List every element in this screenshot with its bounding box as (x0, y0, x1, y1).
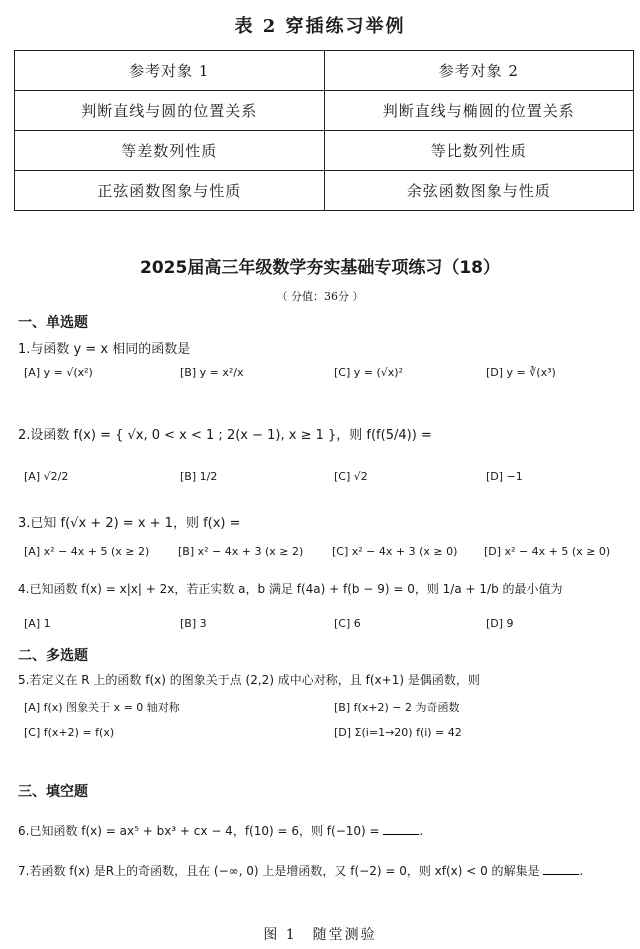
question-4-stem: 4.已知函数 f(x) = x|x| + 2x，若正实数 a，b 满足 f(4a) + f(b − 9) = 0，则 1/a + 1/b 的最小值为 (18, 582, 563, 596)
q1-option-b: [B] y = x²/x (180, 366, 244, 379)
question-5-stem: 5.若定义在 R 上的函数 f(x) 的图象关于点 (2,2) 成中心对称，且 f(x+1) 是偶函数，则 (18, 673, 480, 687)
q3-option-b: [B] x² − 4x + 3 (x ≥ 2) (178, 545, 304, 558)
section-heading-fill-in: 三、填空题 (18, 784, 88, 800)
question-2-stem: 2.设函数 f(x) = { √x, 0 < x < 1 ; 2(x − 1), x ≥ 1 }，则 f(f(5/4)) = (18, 428, 432, 443)
table-cell: 等比数列性质 (324, 131, 634, 171)
question-6-stem: 6.已知函数 f(x) = ax⁵ + bx³ + cx − 4，f(10) = 6，则 f(−10) = (18, 824, 380, 838)
section-heading-single-choice: 一、单选题 (18, 315, 88, 331)
worksheet-title: 2025届高三年级数学夯实基础专项练习（18） (140, 258, 500, 278)
table-row (15, 171, 634, 211)
q2-option-d: [D] −1 (486, 470, 523, 483)
question-6 (18, 822, 423, 839)
q3-option-d: [D] x² − 4x + 5 (x ≥ 0) (484, 545, 611, 558)
question-7-tail: . (579, 864, 584, 878)
q3-option-c: [C] x² − 4x + 3 (x ≥ 0) (332, 545, 458, 558)
table-title: 表 2 穿插练习举例 (234, 16, 406, 37)
q5-option-a: [A] f(x) 图象关于 x = 0 轴对称 (24, 701, 180, 714)
answer-blank (543, 864, 579, 875)
q3-option-a: [A] x² − 4x + 5 (x ≥ 2) (24, 545, 150, 558)
q2-option-c: [C] √2 (334, 470, 368, 483)
q2-option-a: [A] √2/2 (24, 470, 69, 483)
header-cell-2: 参考对象 2 (324, 51, 634, 91)
question-1-stem: 1.与函数 y = x 相同的函数是 (18, 342, 191, 357)
table-cell: 余弦函数图象与性质 (324, 171, 634, 211)
figure-caption: 图 1 随堂测验 (263, 927, 377, 943)
score-note: （ 分值：36分 ） (276, 290, 364, 303)
header-cell-1: 参考对象 1 (15, 51, 325, 91)
question-7 (18, 856, 628, 886)
table-cell: 判断直线与圆的位置关系 (15, 91, 325, 131)
q4-option-c: [C] 6 (334, 617, 361, 630)
table-cell: 正弦函数图象与性质 (15, 171, 325, 211)
q5-option-c: [C] f(x+2) = f(x) (24, 726, 115, 739)
q5-option-b: [B] f(x+2) − 2 为奇函数 (334, 701, 460, 714)
q4-option-b: [B] 3 (180, 617, 207, 630)
q2-option-b: [B] 1/2 (180, 470, 218, 483)
q1-option-a: [A] y = √(x²) (24, 366, 93, 379)
section-heading-multiple-choice: 二、多选题 (18, 648, 88, 664)
q4-option-d: [D] 9 (486, 617, 514, 630)
table-row (15, 131, 634, 171)
question-7-stem: 7.若函数 f(x) 是R上的奇函数，且在 (−∞, 0) 上是增函数，又 f(−2) = 0，则 xf(x) < 0 的解集是 (18, 864, 540, 878)
q1-option-d: [D] y = ∛(x³) (486, 366, 556, 379)
table-header-row (15, 51, 634, 91)
question-6-tail: . (419, 824, 424, 838)
table-cell: 判断直线与椭圆的位置关系 (324, 91, 634, 131)
answer-blank (383, 824, 419, 835)
q5-option-d: [D] Σ(i=1→20) f(i) = 42 (334, 726, 462, 739)
q1-option-c: [C] y = (√x)² (334, 366, 403, 379)
table-row (15, 91, 634, 131)
table-cell: 等差数列性质 (15, 131, 325, 171)
comparison-table (14, 50, 634, 211)
q4-option-a: [A] 1 (24, 617, 51, 630)
question-3-stem: 3.已知 f(√x + 2) = x + 1，则 f(x) = (18, 516, 241, 531)
